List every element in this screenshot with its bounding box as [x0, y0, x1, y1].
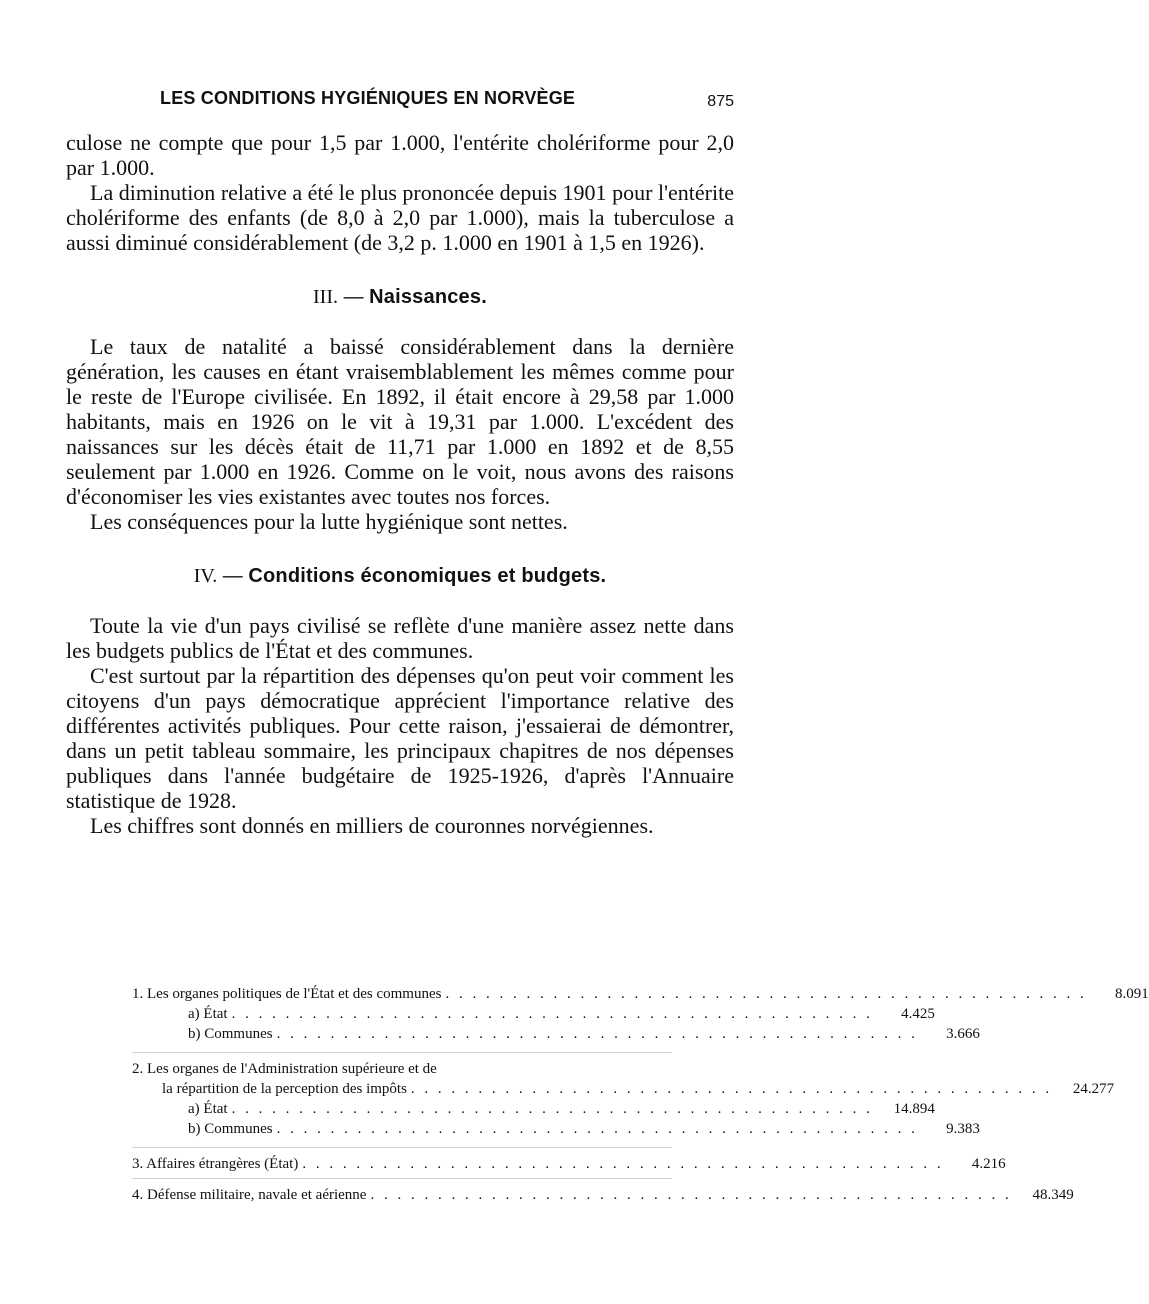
dot-leader: . . . . . . . . . . . . . . . . . . . . . . . . . . . . . . . . . . . . . . . . . . . . . . . . [445, 986, 1087, 1002]
subrow-value: 14.894 [893, 1101, 935, 1117]
table-subrow [132, 1119, 980, 1139]
budget-table [132, 984, 1149, 1205]
dot-leader: . . . . . . . . . . . . . . . . . . . . . . . . . . . . . . . . . . . . . . . . . . . . . . . . [276, 1121, 918, 1137]
section-heading-naissances [66, 285, 734, 309]
table-row-continuation [132, 1079, 1115, 1099]
subrow-label: b) Communes [188, 1026, 273, 1042]
row-divider [132, 1052, 672, 1053]
body-text [66, 130, 734, 838]
section-dash: — [222, 565, 243, 587]
paragraph-chiffres: Les chiffres sont donnés en milliers de couronnes norvégiennes. [90, 813, 654, 838]
section-dash: — [343, 286, 364, 308]
dot-leader: . . . . . . . . . . . . . . . . . . . . . . . . . . . . . . . . . . . . . . . . . . . . . . . . [302, 1156, 944, 1172]
row-value: 8.091 [1114, 986, 1149, 1002]
row-label: 3. Affaires étrangères (État) [132, 1156, 299, 1172]
dot-leader: . . . . . . . . . . . . . . . . . . . . . . . . . . . . . . . . . . . . . . . . . . . . . . . . [231, 1006, 873, 1022]
row-value: 24.277 [1072, 1081, 1115, 1097]
section-title: Conditions économiques et budgets. [248, 565, 607, 587]
dot-leader: . . . . . . . . . . . . . . . . . . . . . . . . . . . . . . . . . . . . . . . . . . . . . . . . [370, 1187, 1012, 1203]
row-value: 48.349 [1032, 1187, 1074, 1203]
subrows [132, 1004, 980, 1044]
row-value: 4.216 [971, 1156, 1006, 1172]
table-subrow [132, 1024, 980, 1044]
paragraph-diminution: La diminution relative a été le plus prononcée depuis 1901 pour l'entérite chol​ériforme des enfants (de 8,0 à 2,0 par 1.000), mais la tuberculose a aussi diminué considérablement (de 3,2 p. 1.000 en 1901 à 1,5 en 1926). [66, 180, 734, 255]
row-label: 1. Les organes politiques de l'État et des communes [132, 986, 442, 1002]
subrow-value: 9.383 [946, 1121, 980, 1137]
row-label: 4. Défense militaire, navale et aérienne [132, 1187, 367, 1203]
table-subrow [132, 1004, 935, 1024]
subrow-label: a) État [188, 1101, 228, 1117]
table-row [132, 1154, 1006, 1174]
subrow-label: b) Communes [188, 1121, 273, 1137]
paragraph-continuation: culose ne compte que pour 1,5 par 1.000, l'entérite cholériforme pour 2,0 par 1.000. [66, 130, 734, 180]
section-title: Naissances. [369, 286, 487, 308]
row-label: 2. Les organes de l'Administration supérieure et de [132, 1061, 437, 1077]
table-row [132, 1059, 672, 1079]
row-divider [132, 1147, 672, 1148]
table-row [132, 1185, 1074, 1205]
page-number: 875 [707, 93, 734, 110]
row-divider [132, 1178, 672, 1179]
subrow-value: 4.425 [901, 1006, 935, 1022]
table-row [132, 984, 1149, 1004]
subrow-value: 3.666 [946, 1026, 980, 1042]
dot-leader: . . . . . . . . . . . . . . . . . . . . . . . . . . . . . . . . . . . . . . . . . . . . . . . . [231, 1101, 873, 1117]
paragraph-repartition: C'est surtout par la répartition des dépenses qu'on peut voir comment les citoyens d'un pays démocratique apprécient l'importance relative des différentes activités publiques. Pour cette raison, j'essaierai de démontrer, dans un petit tableau sommaire, les principaux chapitres de nos dépenses publiques dans l'année budgétaire de 1925-1926, d'après l'Annuaire statistique de 1928. [66, 663, 734, 813]
section-number: III. [313, 286, 338, 308]
subrows [132, 1099, 980, 1139]
paragraph-vie-pays: Toute la vie d'un pays civilisé se reflète d'une manière assez nette dans les budgets publics de l'État et des communes. [66, 613, 734, 663]
paragraph-natalite: Le taux de natalité a baissé considérablement dans la dernière génération, les causes en étant vraisemblablement les mêmes comme pour le reste de l'Europe civilisée. En 1892, il était encore à 29,58 par 1.000 habitants, mais en 1926 on le vit à 19,31 par 1.000. L'excédent des naissances sur les décès était de 11,71 par 1.000 en 1892 et de 8,55 seulement par 1.000 en 1926. Comme on le voit, nous avons des raisons d'économiser les vies existantes avec toutes nos forces. [66, 334, 734, 509]
section-number: IV. [193, 565, 218, 587]
running-head: LES CONDITIONS HYGIÉNIQUES EN NORVÈGE [160, 88, 576, 108]
paragraph-consequences: Les conséquences pour la lutte hygiénique sont nettes. [90, 509, 568, 534]
row-label-continuation: la répartition de la perception des impôts [162, 1081, 407, 1097]
table-subrow [132, 1099, 935, 1119]
section-heading-conditions [66, 564, 734, 588]
subrow-label: a) État [188, 1006, 228, 1022]
dot-leader: . . . . . . . . . . . . . . . . . . . . . . . . . . . . . . . . . . . . . . . . . . . . . . . . [410, 1081, 1053, 1097]
dot-leader: . . . . . . . . . . . . . . . . . . . . . . . . . . . . . . . . . . . . . . . . . . . . . . . . [276, 1026, 918, 1042]
